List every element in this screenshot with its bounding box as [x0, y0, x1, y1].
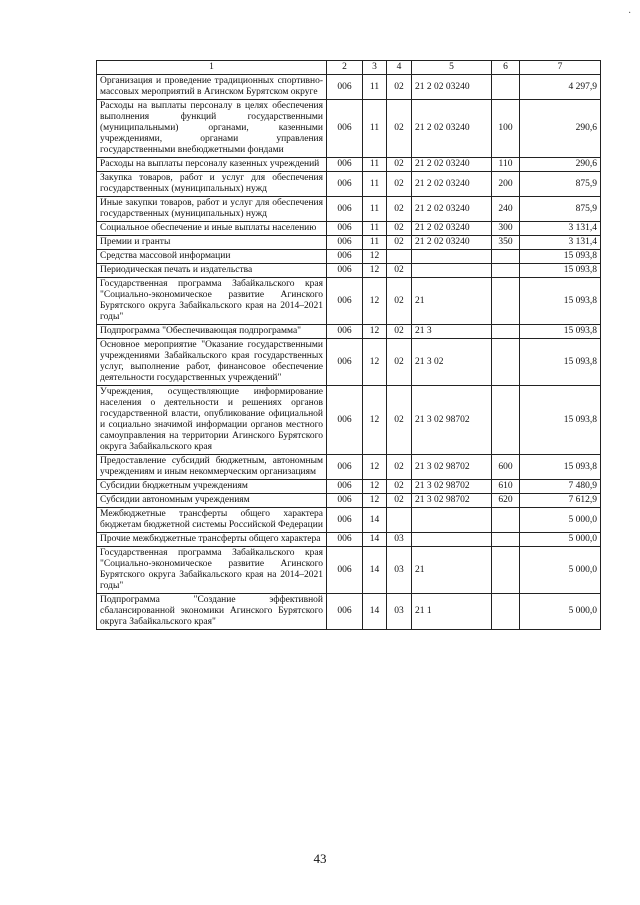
row-target-article: 21 2 02 03240 — [412, 158, 492, 172]
row-ministry-code: 006 — [327, 75, 363, 100]
row-section-code: 11 — [363, 236, 387, 250]
row-expense-type: 350 — [492, 236, 520, 250]
row-target-article: 21 3 — [412, 325, 492, 339]
row-section-code: 11 — [363, 222, 387, 236]
row-subsection-code: 02 — [387, 494, 412, 508]
row-section-code: 12 — [363, 494, 387, 508]
row-description: Межбюджетные трансферты общего характера бюджетам бюджетной системы Российской Федерации — [97, 508, 327, 533]
header-col-4: 4 — [387, 61, 412, 75]
row-subsection-code: 02 — [387, 325, 412, 339]
row-amount: 5 000,0 — [520, 533, 601, 547]
row-target-article: 21 2 02 03240 — [412, 100, 492, 158]
table-row — [97, 222, 601, 236]
header-col-6: 6 — [492, 61, 520, 75]
row-section-code: 11 — [363, 100, 387, 158]
row-target-article: 21 3 02 — [412, 339, 492, 386]
header-col-5: 5 — [412, 61, 492, 75]
row-amount: 15 093,8 — [520, 386, 601, 455]
row-subsection-code: 02 — [387, 197, 412, 222]
header-row — [97, 61, 601, 75]
table-row — [97, 325, 601, 339]
row-amount: 15 093,8 — [520, 455, 601, 480]
table-row — [97, 100, 601, 158]
row-ministry-code: 006 — [327, 339, 363, 386]
table-row — [97, 158, 601, 172]
row-subsection-code: 03 — [387, 547, 412, 594]
table-row — [97, 278, 601, 325]
row-subsection-code — [387, 508, 412, 533]
row-ministry-code: 006 — [327, 197, 363, 222]
table-row — [97, 508, 601, 533]
row-section-code: 12 — [363, 264, 387, 278]
row-amount: 7 612,9 — [520, 494, 601, 508]
table-row — [97, 264, 601, 278]
row-description: Подпрограмма "Создание эффективной сбалансированной экономики Агинского Бурятского округа Забайкальского края" — [97, 594, 327, 630]
row-description: Подпрограмма "Обеспечивающая подпрограмма" — [97, 325, 327, 339]
table-row — [97, 594, 601, 630]
row-subsection-code: 03 — [387, 594, 412, 630]
row-amount: 3 131,4 — [520, 222, 601, 236]
row-ministry-code: 006 — [327, 250, 363, 264]
row-ministry-code: 006 — [327, 172, 363, 197]
row-subsection-code: 02 — [387, 222, 412, 236]
corner-mark: · — [628, 8, 632, 19]
row-section-code: 12 — [363, 250, 387, 264]
row-subsection-code: 02 — [387, 236, 412, 250]
row-section-code: 14 — [363, 547, 387, 594]
row-expense-type: 300 — [492, 222, 520, 236]
row-subsection-code: 02 — [387, 264, 412, 278]
row-description: Субсидии автономным учреждениям — [97, 494, 327, 508]
row-target-article: 21 2 02 03240 — [412, 75, 492, 100]
row-ministry-code: 006 — [327, 278, 363, 325]
row-description: Расходы на выплаты персоналу в целях обеспечения выполнения функций государственными (муниципальными) органами, казенными учреждениями, органами управления государственными внебюджетными фондами — [97, 100, 327, 158]
table-row — [97, 236, 601, 250]
table-row — [97, 494, 601, 508]
row-expense-type — [492, 75, 520, 100]
row-description: Расходы на выплаты персоналу казенных учреждений — [97, 158, 327, 172]
table-row — [97, 455, 601, 480]
table-row — [97, 250, 601, 264]
row-description: Субсидии бюджетным учреждениям — [97, 480, 327, 494]
table-row — [97, 172, 601, 197]
row-section-code: 11 — [363, 158, 387, 172]
row-expense-type — [492, 508, 520, 533]
row-amount: 15 093,8 — [520, 250, 601, 264]
row-expense-type — [492, 533, 520, 547]
row-section-code: 14 — [363, 594, 387, 630]
row-ministry-code: 006 — [327, 264, 363, 278]
row-amount: 15 093,8 — [520, 264, 601, 278]
row-description: Учреждения, осуществляющие информирование населения о деятельности и решениях органов государственной власти, опубликование официальной и социально значимой информации органов местного самоуправления на территории Агинского Бурятского округа Забайкальского края — [97, 386, 327, 455]
row-subsection-code: 02 — [387, 480, 412, 494]
row-target-article: 21 3 02 98702 — [412, 455, 492, 480]
row-ministry-code: 006 — [327, 222, 363, 236]
row-subsection-code — [387, 250, 412, 264]
row-ministry-code: 006 — [327, 325, 363, 339]
budget-table — [96, 60, 601, 630]
row-subsection-code: 02 — [387, 100, 412, 158]
row-ministry-code: 006 — [327, 100, 363, 158]
row-expense-type: 240 — [492, 197, 520, 222]
row-section-code: 12 — [363, 386, 387, 455]
row-ministry-code: 006 — [327, 508, 363, 533]
row-ministry-code: 006 — [327, 533, 363, 547]
row-target-article — [412, 264, 492, 278]
row-amount: 15 093,8 — [520, 325, 601, 339]
row-section-code: 12 — [363, 278, 387, 325]
row-expense-type: 110 — [492, 158, 520, 172]
row-target-article: 21 3 02 98702 — [412, 386, 492, 455]
row-expense-type: 600 — [492, 455, 520, 480]
row-subsection-code: 02 — [387, 278, 412, 325]
row-description: Организация и проведение традиционных спортивно-массовых мероприятий в Агинском Бурятском округе — [97, 75, 327, 100]
row-expense-type — [492, 250, 520, 264]
row-expense-type — [492, 594, 520, 630]
row-subsection-code: 02 — [387, 455, 412, 480]
row-section-code: 14 — [363, 533, 387, 547]
row-section-code: 12 — [363, 480, 387, 494]
row-expense-type — [492, 278, 520, 325]
row-ministry-code: 006 — [327, 455, 363, 480]
page-number: 43 — [313, 851, 327, 866]
row-target-article — [412, 250, 492, 264]
row-target-article: 21 2 02 03240 — [412, 172, 492, 197]
row-section-code: 12 — [363, 325, 387, 339]
table-row — [97, 339, 601, 386]
row-ministry-code: 006 — [327, 386, 363, 455]
row-target-article: 21 3 02 98702 — [412, 494, 492, 508]
row-amount: 290,6 — [520, 100, 601, 158]
row-subsection-code: 02 — [387, 158, 412, 172]
row-target-article: 21 3 02 98702 — [412, 480, 492, 494]
table-row — [97, 547, 601, 594]
row-subsection-code: 03 — [387, 533, 412, 547]
row-target-article: 21 2 02 03240 — [412, 197, 492, 222]
row-section-code: 11 — [363, 75, 387, 100]
row-target-article: 21 2 02 03240 — [412, 236, 492, 250]
row-amount: 875,9 — [520, 197, 601, 222]
row-subsection-code: 02 — [387, 339, 412, 386]
table-row — [97, 480, 601, 494]
row-expense-type — [492, 339, 520, 386]
row-subsection-code: 02 — [387, 75, 412, 100]
row-description: Периодическая печать и издательства — [97, 264, 327, 278]
row-ministry-code: 006 — [327, 594, 363, 630]
row-target-article: 21 — [412, 278, 492, 325]
row-expense-type: 620 — [492, 494, 520, 508]
row-section-code: 12 — [363, 339, 387, 386]
row-amount: 5 000,0 — [520, 547, 601, 594]
table-row — [97, 386, 601, 455]
row-section-code: 11 — [363, 197, 387, 222]
row-ministry-code: 006 — [327, 236, 363, 250]
row-description: Средства массовой информации — [97, 250, 327, 264]
header-col-1: 1 — [97, 61, 327, 75]
row-target-article: 21 2 02 03240 — [412, 222, 492, 236]
row-expense-type — [492, 325, 520, 339]
row-description: Государственная программа Забайкальского края "Социально-экономическое развитие Агинского Бурятского округа Забайкальского края на 2014–2021 годы" — [97, 278, 327, 325]
table-row — [97, 533, 601, 547]
row-section-code: 12 — [363, 455, 387, 480]
row-description: Прочие межбюджетные трансферты общего характера — [97, 533, 327, 547]
row-description: Социальное обеспечение и иные выплаты населению — [97, 222, 327, 236]
row-amount: 15 093,8 — [520, 339, 601, 386]
row-target-article: 21 — [412, 547, 492, 594]
row-amount: 4 297,9 — [520, 75, 601, 100]
row-description: Иные закупки товаров, работ и услуг для обеспечения государственных (муниципальных) нужд — [97, 197, 327, 222]
row-description: Премии и гранты — [97, 236, 327, 250]
row-target-article — [412, 533, 492, 547]
row-ministry-code: 006 — [327, 158, 363, 172]
row-ministry-code: 006 — [327, 547, 363, 594]
row-ministry-code: 006 — [327, 494, 363, 508]
header-col-2: 2 — [327, 61, 363, 75]
row-section-code: 11 — [363, 172, 387, 197]
row-expense-type — [492, 386, 520, 455]
row-section-code: 14 — [363, 508, 387, 533]
row-amount: 290,6 — [520, 158, 601, 172]
row-description: Государственная программа Забайкальского края "Социально-экономическое развитие Агинского Бурятского округа Забайкальского края на 2014–2021 годы" — [97, 547, 327, 594]
row-target-article: 21 1 — [412, 594, 492, 630]
row-amount: 7 480,9 — [520, 480, 601, 494]
row-expense-type: 100 — [492, 100, 520, 158]
row-subsection-code: 02 — [387, 386, 412, 455]
row-ministry-code: 006 — [327, 480, 363, 494]
row-amount: 5 000,0 — [520, 594, 601, 630]
row-expense-type: 610 — [492, 480, 520, 494]
row-amount: 15 093,8 — [520, 278, 601, 325]
row-description: Закупка товаров, работ и услуг для обеспечения государственных (муниципальных) нужд — [97, 172, 327, 197]
header-col-7: 7 — [520, 61, 601, 75]
row-amount: 5 000,0 — [520, 508, 601, 533]
row-expense-type — [492, 547, 520, 594]
table-row — [97, 75, 601, 100]
header-col-3: 3 — [363, 61, 387, 75]
row-target-article — [412, 508, 492, 533]
row-amount: 3 131,4 — [520, 236, 601, 250]
row-subsection-code: 02 — [387, 172, 412, 197]
row-expense-type: 200 — [492, 172, 520, 197]
table-row — [97, 197, 601, 222]
row-description: Предоставление субсидий бюджетным, автономным учреждениям и иным некоммерческим организациям — [97, 455, 327, 480]
table-body — [97, 75, 601, 630]
row-description: Основное мероприятие "Оказание государственными учреждениями Забайкальского края государственных услуг, выполнение работ, финансовое обеспечение деятельности государственных учреждений" — [97, 339, 327, 386]
row-amount: 875,9 — [520, 172, 601, 197]
row-expense-type — [492, 264, 520, 278]
